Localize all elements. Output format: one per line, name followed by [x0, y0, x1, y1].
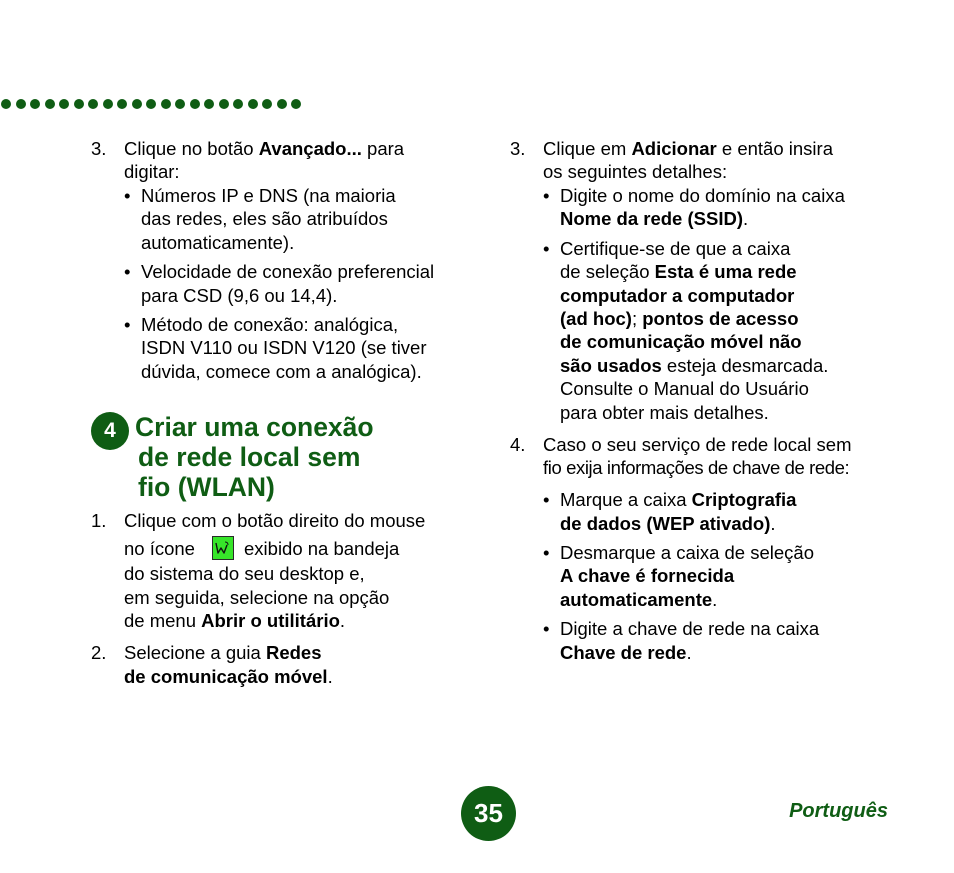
list-number: 4. — [510, 434, 526, 455]
list-number: 1. — [91, 510, 107, 531]
bullet-text: Consulte o Manual do Usuário — [560, 378, 809, 399]
bullet: • — [543, 238, 550, 259]
bullet-text: Digite a chave de rede na caixa — [560, 618, 820, 639]
bullet-text: de seleção Esta é uma rede — [560, 261, 797, 282]
list-item-text: Clique em Adicionar e então insira — [543, 138, 833, 159]
rule-dot — [1, 99, 11, 109]
list-item-text: Clique no botão Avançado... para — [124, 138, 405, 159]
rule-dot — [175, 99, 185, 109]
bullet-text: (ad hoc); pontos de acesso — [560, 308, 799, 329]
wireless-signal-icon — [213, 537, 233, 559]
bullet-text: são usados esteja desmarcada. — [560, 355, 829, 376]
rule-dot — [132, 99, 142, 109]
list-item-text: exibido na bandeja — [244, 538, 400, 559]
bullet-text: Desmarque a caixa de seleção — [560, 542, 815, 563]
rule-dot — [204, 99, 214, 109]
rule-dot — [161, 99, 171, 109]
rule-dot — [233, 99, 243, 109]
rule-dot — [146, 99, 156, 109]
rule-dot — [219, 99, 229, 109]
bullet-text: Certifique-se de que a caixa — [560, 238, 791, 259]
rule-dot — [117, 99, 127, 109]
bullet-text: Números IP e DNS (na maioria — [141, 185, 396, 206]
list-number: 3. — [91, 138, 107, 159]
bullet-text: Digite o nome do domínio na caixa — [560, 185, 845, 206]
rule-dot — [262, 99, 272, 109]
bullet-text: automaticamente). — [141, 232, 295, 253]
list-item-text: de menu Abrir o utilitário. — [124, 610, 346, 631]
bullet-text: das redes, eles são atribuídos — [141, 208, 388, 229]
rule-dot — [45, 99, 55, 109]
bullet-text: de comunicação móvel não — [560, 331, 802, 352]
bullet-text: A chave é fornecida — [560, 565, 735, 586]
list-item-text: Caso o seu serviço de rede local sem — [543, 434, 852, 455]
rule-dot — [16, 99, 26, 109]
bullet-text: de dados (WEP ativado). — [560, 513, 776, 534]
bullet-text: para obter mais detalhes. — [560, 402, 769, 423]
list-item-text: Selecione a guia Redes — [124, 642, 322, 663]
bullet: • — [543, 618, 550, 639]
list-item-text: em seguida, selecione na opção — [124, 587, 390, 608]
list-item-text: de comunicação móvel. — [124, 666, 333, 687]
rule-dot — [291, 99, 301, 109]
bullet: • — [543, 489, 550, 510]
rule-dot — [74, 99, 84, 109]
rule-dot — [103, 99, 113, 109]
page-number-badge: 35 — [461, 786, 516, 841]
list-number: 3. — [510, 138, 526, 159]
rule-dot — [30, 99, 40, 109]
list-item-text: Clique com o botão direito do mouse — [124, 510, 426, 531]
rule-dot — [59, 99, 69, 109]
bullet-text: ISDN V110 ou ISDN V120 (se tiver — [141, 337, 427, 358]
bullet: • — [543, 542, 550, 563]
bullet-text: Método de conexão: analógica, — [141, 314, 399, 335]
list-number: 2. — [91, 642, 107, 663]
bullet: • — [124, 185, 131, 206]
bullet: • — [124, 314, 131, 335]
rule-dot — [277, 99, 287, 109]
bullet-text: Marque a caixa Criptografia — [560, 489, 797, 510]
bullet-text: automaticamente. — [560, 589, 718, 610]
rule-dot — [88, 99, 98, 109]
bullet-text: Nome da rede (SSID). — [560, 208, 749, 229]
language-label: Português — [789, 800, 888, 822]
wireless-utility-tray-icon — [212, 536, 234, 560]
bullet-text: Velocidade de conexão preferencial — [141, 261, 435, 282]
rule-dot — [190, 99, 200, 109]
section-title: fio (WLAN) — [138, 472, 275, 502]
list-item-text: do sistema do seu desktop e, — [124, 563, 365, 584]
section-title: Criar uma conexão — [135, 412, 374, 442]
list-item-text: digitar: — [124, 161, 180, 182]
bullet-text: Chave de rede. — [560, 642, 692, 663]
section-number-badge: 4 — [91, 412, 129, 450]
list-item-text: fio exija informações de chave de rede: — [543, 457, 850, 478]
section-title: de rede local sem — [138, 442, 361, 472]
rule-dot — [248, 99, 258, 109]
bullet-text: para CSD (9,6 ou 14,4). — [141, 285, 338, 306]
bullet-text: computador a computador — [560, 285, 795, 306]
list-item-text: os seguintes detalhes: — [543, 161, 728, 182]
bullet-text: dúvida, comece com a analógica). — [141, 361, 422, 382]
bullet: • — [543, 185, 550, 206]
list-item-text: no ícone — [124, 538, 195, 559]
bullet: • — [124, 261, 131, 282]
